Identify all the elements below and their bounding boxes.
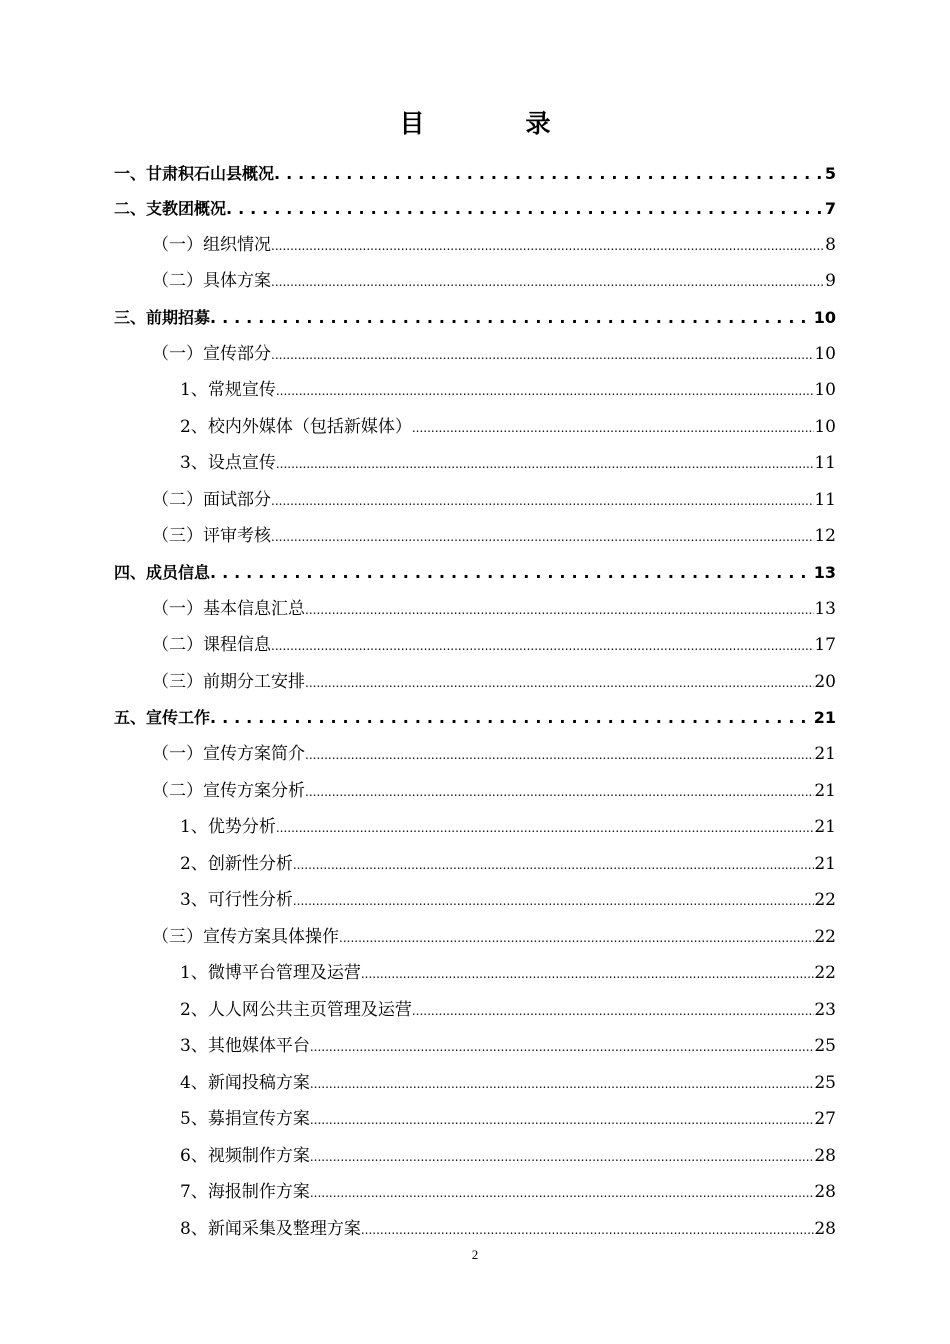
- toc-entry-label: 2、创新性分析: [180, 854, 293, 874]
- toc-entry[interactable]: [152, 669, 836, 695]
- toc-entry-label: 5、募捐宣传方案: [180, 1109, 310, 1129]
- toc-entry[interactable]: [114, 161, 836, 187]
- toc-entry[interactable]: [152, 341, 836, 367]
- toc-entry-label: 一、甘肃积石山县概况: [114, 164, 275, 183]
- toc-entry-page: 21: [814, 781, 836, 801]
- dot-leader: [339, 924, 814, 951]
- toc-entry[interactable]: [114, 305, 836, 331]
- toc-entry-label: （一）宣传部分: [152, 344, 271, 364]
- toc-entry-label: 6、视频制作方案: [180, 1146, 310, 1166]
- toc-entry[interactable]: [114, 560, 836, 586]
- toc-entry[interactable]: [180, 377, 836, 403]
- dot-leader: [271, 232, 825, 259]
- dot-leader: [305, 596, 814, 623]
- toc-entry-label: 1、优势分析: [180, 817, 276, 837]
- page-number: 2: [471, 1247, 479, 1262]
- toc-entry-page: 23: [814, 1000, 836, 1020]
- toc-entry-page: 25: [814, 1073, 836, 1093]
- toc-entry[interactable]: [152, 632, 836, 658]
- toc-entry[interactable]: [152, 596, 836, 622]
- toc-entry[interactable]: [180, 1106, 836, 1132]
- dot-leader: [271, 487, 814, 514]
- toc-entry[interactable]: [152, 778, 836, 804]
- toc-entry[interactable]: [114, 196, 836, 222]
- dot-leader: [271, 523, 814, 550]
- dot-leader: [276, 450, 815, 477]
- toc-entry-label: 2、校内外媒体（包括新媒体）: [180, 417, 412, 437]
- dot-leader: [276, 377, 815, 404]
- toc-entry[interactable]: [152, 523, 836, 549]
- dot-leader: [310, 1070, 815, 1097]
- toc-entry[interactable]: [180, 887, 836, 913]
- toc-entry-label: 1、微博平台管理及运营: [180, 963, 361, 983]
- toc-entry-label: 2、人人网公共主页管理及运营: [180, 1000, 412, 1020]
- dot-leader: [276, 814, 815, 841]
- toc-entry-page: 21: [813, 708, 836, 727]
- dot-leader: [310, 1143, 815, 1170]
- toc-entry[interactable]: [180, 1216, 836, 1242]
- dot-leader: [310, 1106, 815, 1133]
- toc-entry-label: （一）组织情况: [152, 235, 271, 255]
- toc-entry-page: 7: [824, 199, 836, 218]
- toc-entry-page: 9: [825, 271, 836, 291]
- toc-entry[interactable]: [180, 1179, 836, 1205]
- toc-entry-label: 3、可行性分析: [180, 890, 293, 910]
- toc-entry-page: 28: [814, 1219, 836, 1239]
- dot-leader: [412, 414, 815, 441]
- dot-leader: [210, 305, 814, 331]
- toc-entry-label: （二）宣传方案分析: [152, 781, 305, 801]
- toc-entry-label: （三）前期分工安排: [152, 672, 305, 692]
- toc-entry-label: （二）具体方案: [152, 271, 271, 291]
- toc-entry-page: 21: [814, 744, 836, 764]
- toc-entry-label: 4、新闻投稿方案: [180, 1073, 310, 1093]
- toc-entry-page: 28: [814, 1182, 836, 1202]
- toc-entry-page: 21: [814, 817, 836, 837]
- toc-entry[interactable]: [180, 414, 836, 440]
- dot-leader: [361, 960, 815, 987]
- dot-leader: [293, 851, 815, 878]
- toc-entry[interactable]: [114, 705, 836, 731]
- toc-entry-page: 10: [814, 380, 836, 400]
- toc-entry-page: 10: [814, 417, 836, 437]
- toc-entry[interactable]: [180, 1143, 836, 1169]
- dot-leader: [271, 268, 825, 295]
- dot-leader: [271, 341, 814, 368]
- toc-entry-page: 22: [814, 963, 836, 983]
- toc-entry[interactable]: [152, 741, 836, 767]
- toc-entry[interactable]: [180, 960, 836, 986]
- toc-entry-label: 3、设点宣传: [180, 453, 276, 473]
- toc-entry-page: 27: [814, 1109, 836, 1129]
- toc-entry-page: 10: [813, 308, 836, 327]
- dot-leader: [412, 997, 815, 1024]
- toc-entry-page: 13: [814, 599, 836, 619]
- toc-entry-label: 8、新闻采集及整理方案: [180, 1219, 361, 1239]
- dot-leader: [274, 161, 825, 187]
- toc-entry[interactable]: [152, 487, 836, 513]
- toc-entry-label: （二）课程信息: [152, 635, 271, 655]
- dot-leader: [271, 632, 814, 659]
- toc-entry-label: （二）面试部分: [152, 490, 271, 510]
- toc-entry-label: （三）评审考核: [152, 526, 271, 546]
- dot-leader: [310, 1033, 815, 1060]
- toc-entry[interactable]: [152, 924, 836, 950]
- toc-entry[interactable]: [180, 814, 836, 840]
- toc-entry-page: 20: [814, 672, 836, 692]
- dot-leader: [310, 1179, 815, 1206]
- toc-entry[interactable]: [180, 851, 836, 877]
- toc-entry-page: 21: [814, 854, 836, 874]
- toc-entry-label: 1、常规宣传: [180, 380, 276, 400]
- toc-entry-label: 三、前期招募: [114, 308, 211, 327]
- toc-entry-page: 22: [814, 890, 836, 910]
- toc-entry-page: 17: [814, 635, 836, 655]
- toc-entry-page: 5: [824, 164, 836, 183]
- dot-leader: [305, 778, 814, 805]
- toc-entry-label: 二、支教团概况: [114, 199, 227, 218]
- dot-leader: [293, 887, 815, 914]
- dot-leader: [210, 560, 814, 586]
- dot-leader: [361, 1216, 815, 1243]
- toc-entry-label: 五、宣传工作: [114, 708, 211, 727]
- toc-entry-page: 28: [814, 1146, 836, 1166]
- toc-entry-label: 四、成员信息: [114, 563, 211, 582]
- toc-entry[interactable]: [180, 1070, 836, 1096]
- dot-leader: [305, 669, 814, 696]
- toc-entry[interactable]: [180, 1033, 836, 1059]
- toc-entry-label: （三）宣传方案具体操作: [152, 927, 339, 947]
- toc-entry-page: 11: [814, 453, 836, 473]
- toc-entry-label: （一）宣传方案简介: [152, 744, 305, 764]
- toc-entry-page: 13: [813, 563, 836, 582]
- toc-entry-page: 12: [814, 526, 836, 546]
- toc-entry-page: 10: [814, 344, 836, 364]
- toc-entry[interactable]: [180, 450, 836, 476]
- toc-entry-page: 8: [825, 235, 836, 255]
- toc-entry[interactable]: [152, 232, 836, 258]
- toc-entry-label: 3、其他媒体平台: [180, 1036, 310, 1056]
- toc-entry-label: （一）基本信息汇总: [152, 599, 305, 619]
- toc-entry-page: 25: [814, 1036, 836, 1056]
- toc-entry-page: 22: [814, 927, 836, 947]
- toc-entry[interactable]: [180, 997, 836, 1023]
- dot-leader: [226, 196, 825, 222]
- toc-entry-label: 7、海报制作方案: [180, 1182, 310, 1202]
- toc-entry[interactable]: [152, 268, 836, 294]
- toc-entry-page: 11: [814, 490, 836, 510]
- dot-leader: [210, 705, 814, 731]
- toc-title: 目 录: [399, 109, 589, 138]
- dot-leader: [305, 741, 814, 768]
